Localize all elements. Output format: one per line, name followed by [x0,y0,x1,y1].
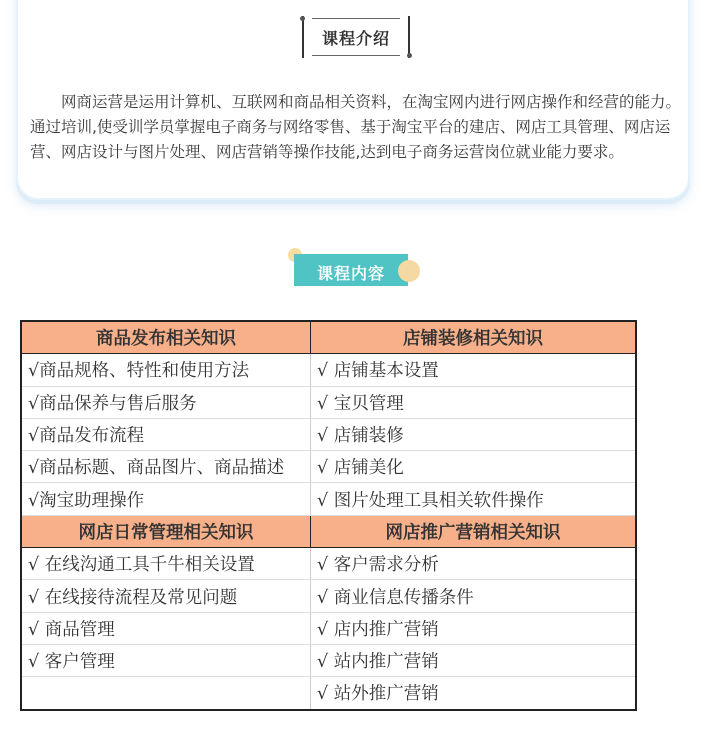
table-cell: √ 商品管理 [21,612,311,644]
table-row [21,451,636,483]
frame-dot-icon [407,53,412,58]
table-cell: √ 宝贝管理 [311,386,637,418]
table-cell: √商品规格、特性和使用方法 [21,354,311,386]
table-row [21,644,636,676]
table-cell: √淘宝助理操作 [21,483,311,515]
table-header-row [21,515,636,547]
intro-title: 课程介绍 [321,29,390,48]
table-cell: √ 店内推广营销 [311,612,637,644]
table-cell: √ 站内推广营销 [311,644,637,676]
header-daily-management: 网店日常管理相关知识 [21,515,311,547]
header-promotion-marketing: 网店推广营销相关知识 [311,515,637,547]
table-cell: √ 客户管理 [21,644,311,676]
table-cell: √ 图片处理工具相关软件操作 [311,483,637,515]
table-cell: √ 客户需求分析 [311,548,637,580]
table-header-row [21,321,636,354]
table-cell: √ 店铺美化 [311,451,637,483]
table-cell: √ 店铺基本设置 [311,354,637,386]
table-cell: √ 商业信息传播条件 [311,580,637,612]
frame-bottom-line [312,55,400,56]
table-cell: √ 在线沟通工具千牛相关设置 [21,548,311,580]
course-table [20,320,637,711]
header-store-decoration: 店铺装修相关知识 [311,321,637,354]
table-row [21,483,636,515]
frame-top-line [312,18,400,19]
table-cell-empty [21,677,311,710]
table-row [21,580,636,612]
table-cell: √商品标题、商品图片、商品描述 [21,451,311,483]
table-row [21,612,636,644]
table-cell: √商品保养与售后服务 [21,386,311,418]
table-cell: √ 店铺装修 [311,418,637,450]
course-content-header [288,248,428,292]
table-row [21,354,636,386]
table-cell: √商品发布流程 [21,418,311,450]
table-cell: √ 在线接待流程及常见问题 [21,580,311,612]
section-title: 课程内容 [316,264,385,283]
table-row [21,386,636,418]
table-row [21,677,636,710]
table-row [21,418,636,450]
intro-title-frame [302,16,410,58]
header-product-publishing: 商品发布相关知识 [21,321,311,354]
intro-paragraph: 网商运营是运用计算机、互联网和商品相关资料，在淘宝网内进行网店操作和经营的能力。通过培训,使受训学员掌握电子商务与网络零售、基于淘宝平台的建店、网店工具管理、网店运营、网店设计与图片处理、网店营销等操作技能,达到电子商务运营岗位就业能力要求。 [30,93,682,161]
table-cell: √ 站外推广营销 [317,684,439,705]
frame-dot-icon [300,16,305,21]
table-row [21,548,636,580]
